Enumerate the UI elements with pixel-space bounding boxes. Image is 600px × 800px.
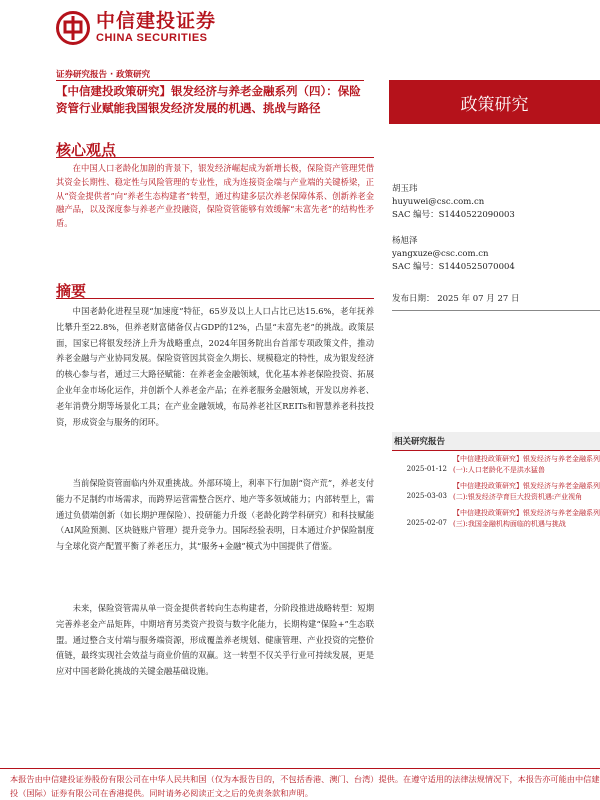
summary-paragraph-2: [56, 476, 374, 555]
summary-paragraph-3: [56, 601, 374, 680]
related-research-date: 2025-03-03: [406, 492, 447, 500]
related-research-title[interactable]: 【中信建投政策研究】银发经济与养老金融系列(二):银发经济孕育巨大投资机遇:产业视角: [453, 482, 600, 501]
publish-date: 发布日期： 2025 年 07 月 27 日: [392, 294, 520, 304]
analyst-block-1: [392, 183, 515, 222]
logo-english-text: CHINA SECURITIES: [96, 32, 208, 44]
company-logo: [56, 10, 216, 45]
related-research-item[interactable]: [392, 481, 600, 502]
company-logo-icon: [56, 11, 90, 45]
summary-paragraph-1: [56, 304, 374, 430]
analyst-name: 胡玉玮: [392, 184, 418, 194]
footer-disclaimer: 本报告由中信建投证券股份有限公司在中华人民共和国（仅为本报告目的，不包括香港、澳门、台湾）提供。在遵守适用的法律法规情况下，本报告亦可能由中信建投（国际）证券有限公司在香港提供。同时请务必阅读正文之后的免责条款和声明。: [10, 774, 600, 798]
analyst-block-2: [392, 235, 515, 274]
sidebar-divider: [392, 310, 600, 311]
report-title-tag: 【中信建投政策研究】: [56, 84, 171, 98]
report-title-text: 银发经济与养老金融系列（四）：保险资管行业赋能我国银发经济发展的机遇、挑战与路径: [56, 84, 361, 115]
summary-text-3: 未来，保险资管需从单一资金提供者转向生态构建者，分阶段推进战略转型：短期完善养老金产品矩阵，中期培育另类资产投资与数字化能力，长期构建“保险+”生态联盟。通过整合支付端与服务端资源，形成覆盖养老规划、健康管理、产业投资的完整价值链，最终实现社会效益与商业价值的双赢。这一转型不仅关乎行业可持续发展，更是应对中国老龄化挑战的关键金融基础设施。: [56, 603, 374, 677]
related-research-title[interactable]: 【中信建投政策研究】银发经济与养老金融系列(三):我国金融机构面临的机遇与挑战: [453, 509, 600, 528]
header-divider: [56, 80, 364, 81]
related-research-title[interactable]: 【中信建投政策研究】银发经济与养老金融系列(一):人口老龄化不是洪水猛兽: [453, 455, 600, 474]
category-banner: 政策研究: [389, 80, 600, 124]
summary-heading: 摘要: [56, 282, 87, 300]
summary-text-1: 中国老龄化进程呈现“加速度”特征，65岁及以上人口占比已达15.6%，老年抚养比攀升至22.8%，但养老财富储备仅占GDP的12%，凸显“未富先老”的挑战。政策层面，国家已将银发经济上升为战略重点，2024年国务院出台首部专项政策文件，推动养老金融与产业协同发展。保险资管因其资金久期长、规模稳定的特性，成为银发经济的核心参与者，通过三大路径赋能：在养老金金融领域，优化基本养老保险投资、拓展企业年金市场化运作，并创新个人养老金产品；在养老服务金融领域，开发以房养老、老年消费分期等场景化工具；在产业金融领域，布局养老社区REITs和智慧养老科技投资，形成资金与服务的闭环。: [56, 306, 374, 427]
core-viewpoint-heading: 核心观点: [56, 141, 117, 159]
core-viewpoint-text: [56, 162, 374, 256]
core-heading-rule: [56, 157, 374, 158]
footer-divider: [0, 768, 600, 769]
analyst-sac-number: SAC 编号：S1440522090003: [392, 210, 515, 220]
analyst-email[interactable]: yangxuze@csc.com.cn: [392, 249, 489, 259]
related-research-item[interactable]: [392, 454, 600, 475]
related-research-date: 2025-02-07: [406, 519, 447, 527]
summary-text-2: 当前保险资管面临内外双重挑战。外部环境上，利率下行加剧“资产荒”，养老支付能力不足制约市场需求，而跨界运营需整合医疗、地产等多领域能力；内部转型上，需通过负债端创新（如长期护理保险）、投研能力升级（老龄化跨学科研究）和科技赋能（AI风险预测、区块链账户管理）提升竞争力。国际经验表明，日本通过介护保险制度与全球化资产配置平衡了养老压力，其“服务+金融”模式为中国提供了借鉴。: [56, 478, 374, 552]
summary-heading-rule: [56, 298, 374, 299]
analyst-sac-number: SAC 编号：S1440525070004: [392, 262, 515, 272]
analyst-email[interactable]: huyuwei@csc.com.cn: [392, 197, 485, 207]
analyst-name: 杨旭泽: [392, 236, 418, 246]
report-title: [56, 83, 370, 117]
related-research-list: [392, 454, 600, 535]
report-series-label: 证券研究报告 · 政策研究: [56, 70, 151, 80]
related-research-heading: 相关研究报告: [392, 432, 600, 451]
related-research-item[interactable]: [392, 508, 600, 529]
related-research-date: 2025-01-12: [406, 465, 447, 473]
core-viewpoint-paragraph: 在中国人口老龄化加剧的背景下，银发经济崛起成为新增长极，保险资产管理凭借其资金长期性、稳定性与风险管理的专业性，成为连接资金端与产业端的关键桥梁，正从“资金提供者”向“养老生态构建者”转型，通过构建多层次养老保障体系、创新养老金融产品，以及深度参与养老产业投融资，保险资管能够有效缓解“未富先老”的结构性矛盾。: [56, 163, 374, 229]
logo-chinese-text: 中信建投证券: [96, 10, 217, 32]
